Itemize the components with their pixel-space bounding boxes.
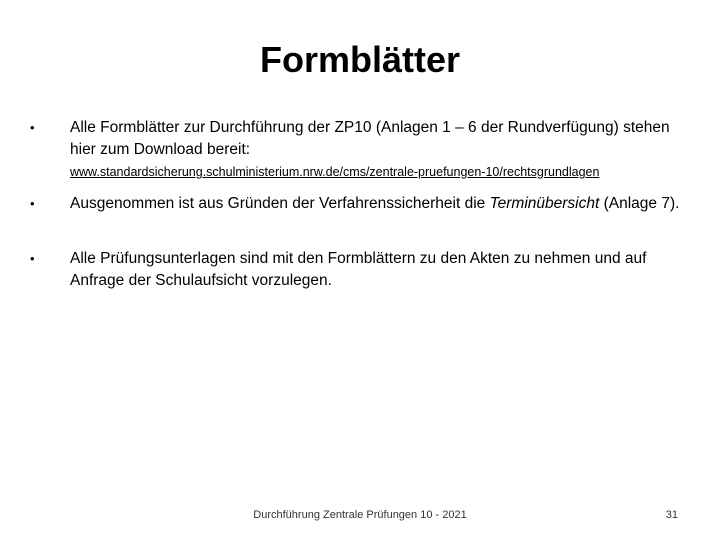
bullet-text-italic: Terminübersicht <box>489 195 600 212</box>
footer-text: Durchführung Zentrale Prüfungen 10 - 2021 <box>253 509 467 521</box>
bullet-text: Alle Formblätter zur Durchführung der ZP10 (Anlagen 1 – 6 der Rundverfügung) stehen hier zum Download bereit: <box>70 119 670 158</box>
slide-title: Formblätter <box>259 39 461 80</box>
download-link-line <box>70 162 680 182</box>
bullet-icon: • <box>30 196 35 211</box>
bullet-icon: • <box>30 120 35 135</box>
download-link[interactable]: www.standardsicherung.schulministerium.nrw.de/cms/zentrale-pruefungen-10/rechtsgrundlagen <box>70 165 600 179</box>
bullet-text-start: Ausgenommen ist aus Gründen der Verfahrenssicherheit die <box>70 195 490 212</box>
bullet-item-pruefungsunterlagen <box>30 248 680 296</box>
bullet-item-formblaetter <box>30 117 680 165</box>
bullet-icon: • <box>30 251 35 266</box>
page-number: 31 <box>665 509 678 521</box>
bullet-text <box>70 193 680 215</box>
bullet-text: Alle Prüfungsunterlagen sind mit den Formblättern zu den Akten zu nehmen und auf Anfrage der Schulaufsicht vorzulegen. <box>70 250 647 289</box>
bullet-item-terminuebersicht <box>30 193 680 241</box>
bullet-text-end: (Anlage 7). <box>599 195 680 212</box>
